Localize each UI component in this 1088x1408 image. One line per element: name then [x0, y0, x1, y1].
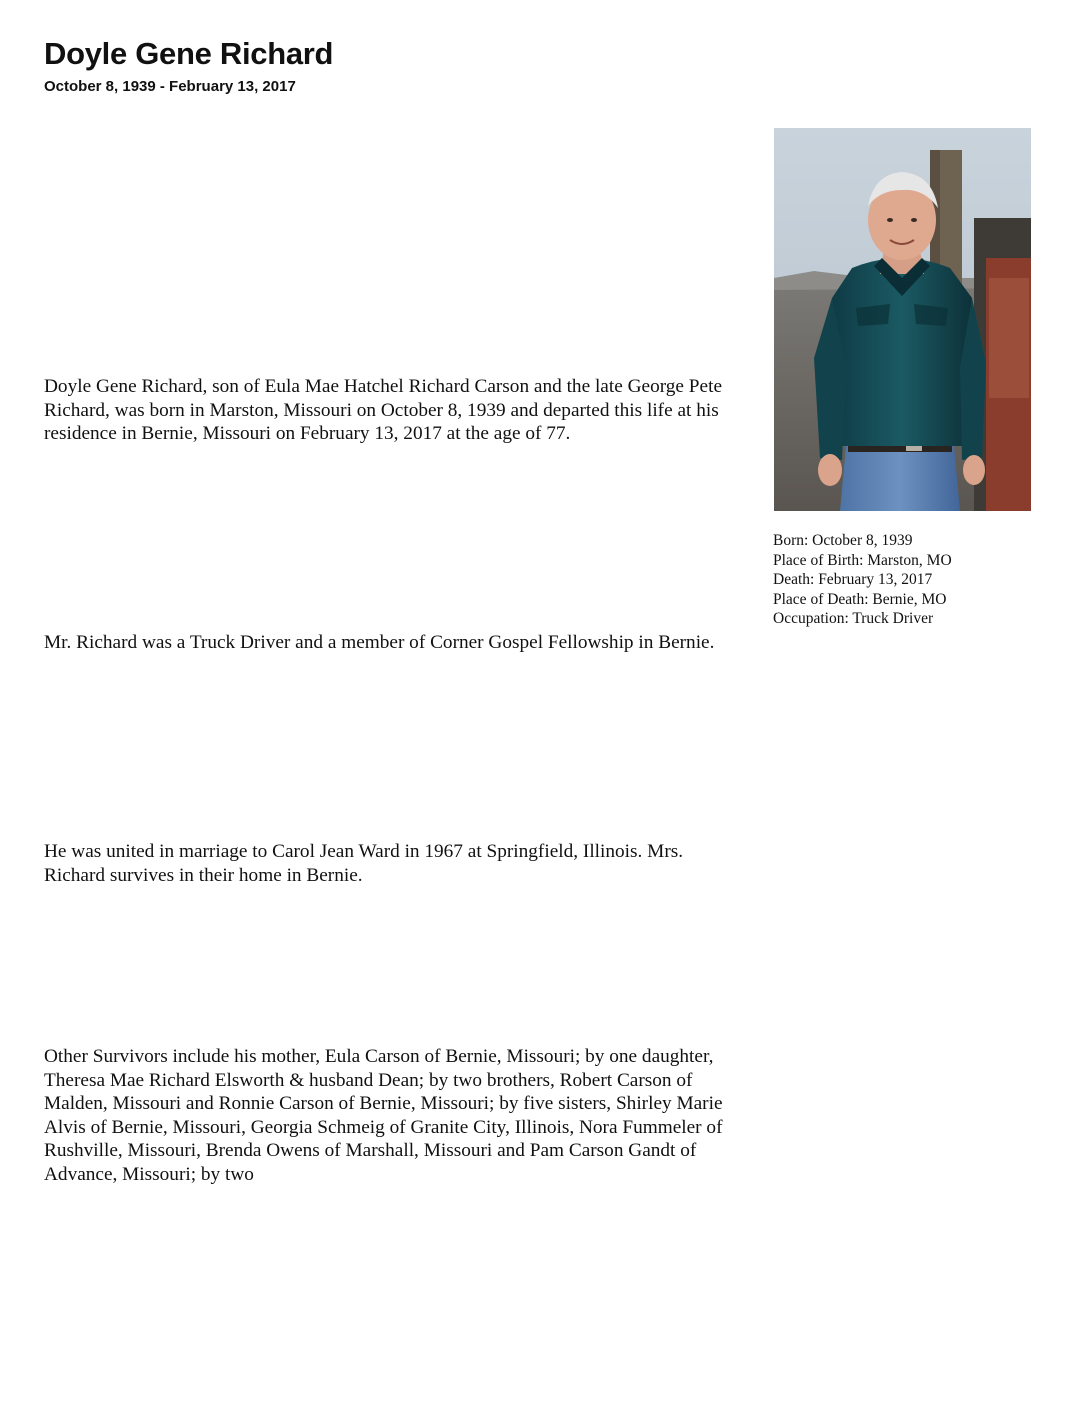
- paragraph-marriage: He was united in marriage to Carol Jean Ward in 1967 at Springfield, Illinois. Mrs. Richard survives in their home in Bernie.: [44, 841, 684, 886]
- fact-occupation: Occupation: Truck Driver: [773, 610, 934, 628]
- fact-born: Born: October 8, 1939: [773, 532, 913, 549]
- obituary-name: Doyle Gene Richard: [44, 36, 334, 71]
- portrait-photo: [774, 128, 1031, 511]
- paragraph-occupation: Mr. Richard was a Truck Driver and a member of Corner Gospel Fellowship in Bernie.: [44, 632, 715, 653]
- vital-facts: [773, 531, 1073, 629]
- fact-place-of-death: Place of Death: Bernie, MO: [773, 590, 947, 608]
- life-dates: October 8, 1939 - February 13, 2017: [44, 78, 296, 95]
- paragraph-survivors: Other Survivors include his mother, Eula Carson of Bernie, Missouri; by one daughter, Theresa Mae Richard Elsworth & husband Dean; by two brothers, Robert Carson of Malden, Missouri and Ronnie Carson of Bernie, Missouri; by five sisters, Shirley Marie Alvis of Bernie, Missouri, Georgia Schmeig of Granite City, Illinois, Nora Fummeler of Rushville, Missouri, Brenda Owens of Marshall, Missouri and Pam Carson Gandt of Advance, Missouri; by two: [44, 1046, 723, 1185]
- fact-death: Death: February 13, 2017: [773, 571, 933, 589]
- fact-place-of-birth: Place of Birth: Marston, MO: [773, 551, 952, 569]
- paragraph-biography: Doyle Gene Richard, son of Eula Mae Hatchel Richard Carson and the late George Pete Richard, was born in Marston, Missouri on October 8, 1939 and departed this life at his residence in Bernie, Missouri on February 13, 2017 at the age of 77.: [44, 376, 723, 444]
